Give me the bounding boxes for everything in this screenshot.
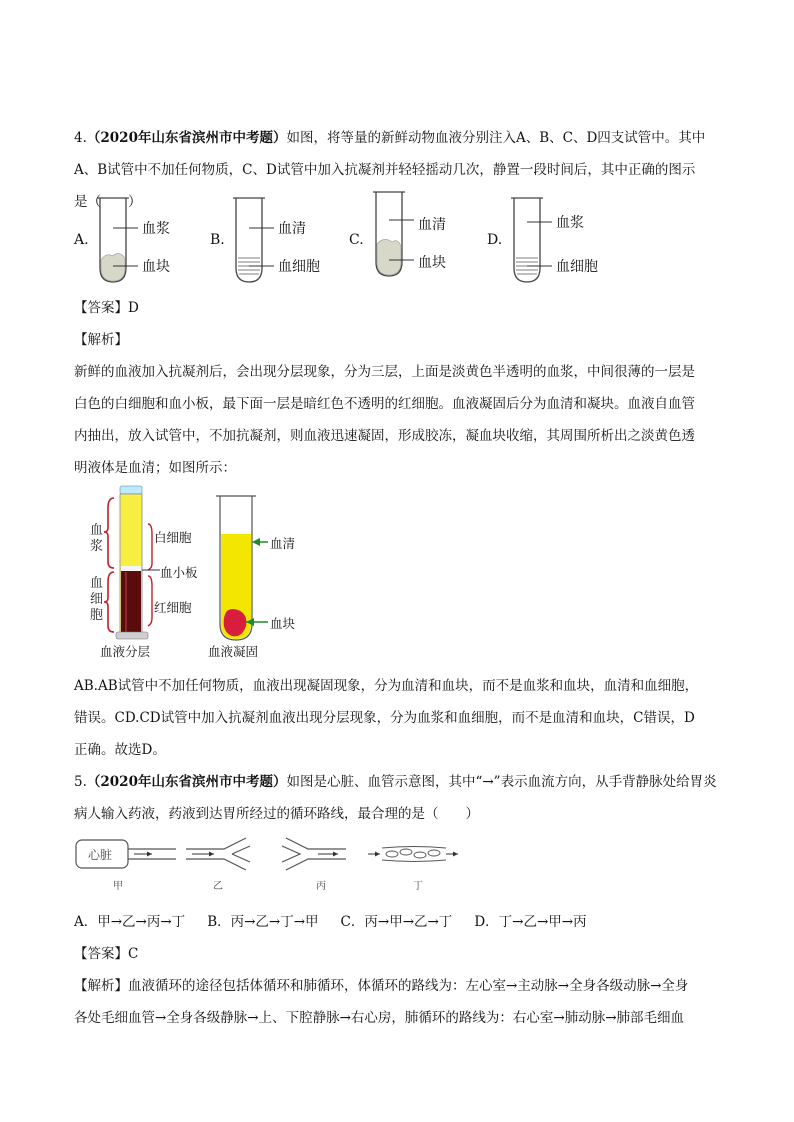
q5-option-c: C．丙→甲→乙→丁: [340, 914, 453, 930]
diagram-heart-label: 心脏: [88, 848, 113, 862]
q5-answer: 【答案】C: [74, 946, 139, 962]
q5-analysis-heading: 【解析】: [74, 978, 128, 994]
q4-analysis-3: 内抽出，放入试管中，不加抗凝剂，则血液迅速凝固，形成胶冻，凝血块收缩，其周围所析出之淡黄色透: [74, 428, 695, 444]
q4-stem-line-1: [74, 128, 724, 148]
q4-option-d-letter: D.: [487, 232, 503, 248]
q4-analysis-1: 新鲜的血液加入抗凝剂后，会出现分层现象，分为三层，上面是淡黄色半透明的血浆，中间很薄的一层是: [74, 364, 695, 380]
q4-number: 4.: [74, 130, 87, 146]
q4-option-c-top-label: 血清: [418, 217, 446, 233]
fig-side-char-2: 浆: [90, 539, 104, 554]
fig-left-side-label-plasma: [90, 523, 103, 555]
q5-number: 5.: [74, 774, 87, 790]
q5-source: （2020年山东省滨州市中考题）: [86, 774, 287, 790]
q5-options: [74, 912, 587, 932]
q5-option-a: A．甲→乙→丙→丁: [74, 914, 186, 930]
q4-option-a-bottom-label: 血块: [142, 259, 170, 275]
diagram-label-bing: 丙: [316, 881, 326, 892]
q4-explain-2: 错误。CD.CD试管中加入抗凝剂血液出现分层现象，分为血浆和血细胞，而不是血清和血块，C错误，D: [74, 710, 695, 726]
q4-tube-a: [94, 192, 184, 288]
q5-option-b: B．丙→乙→丁→甲: [207, 914, 319, 930]
diagram-label-ding: 丁: [413, 881, 423, 892]
fig-label-platelet: 血小板: [160, 565, 198, 580]
q4-option-b-letter: B.: [210, 232, 225, 248]
fig-left-side-label-cells: [90, 576, 103, 624]
diagram-label-jia: 甲: [113, 881, 123, 892]
q4-analysis-heading: 【解析】: [74, 332, 128, 348]
fig-side-char-1: 血: [90, 523, 104, 538]
q4-source: （2020年山东省滨州市中考题）: [86, 130, 287, 146]
q4-option-c-letter: C.: [349, 232, 364, 248]
q5-option-d: D．丁→乙→甲→丙: [474, 914, 587, 930]
fig-label-serum: 血清: [270, 536, 296, 551]
fig-caption-layering: 血液分层: [100, 644, 151, 659]
q4-answer: 【答案】D: [74, 300, 139, 316]
fig-label-white-cell: 白细胞: [154, 530, 192, 545]
q4-option-a-top-label: 血浆: [142, 221, 170, 237]
fig-caption-coagulation: 血液凝固: [208, 644, 259, 659]
fig-side-char-4: 细: [90, 592, 104, 607]
fig-side-char-5: 胞: [90, 608, 104, 623]
fig-side-char-3: 血: [90, 576, 104, 591]
q4-stem-1: 如图，将等量的新鲜动物血液分别注入A、B、C、D四支试管中。其中: [286, 130, 706, 146]
q5-stem-2: 病人输入药液，药液到达胃所经过的循环路线，最合理的是（ ）: [74, 806, 479, 822]
q4-analysis-4: 明液体是血清；如图所示：: [74, 460, 236, 476]
q4-option-c-bottom-label: 血块: [418, 255, 446, 271]
q4-tube-c: [370, 186, 460, 282]
q4-option-d-bottom-label: 血细胞: [556, 259, 598, 275]
q5-stem-1: 如图是心脏、血管示意图，其中“→”表示血流方向，从手背静脉处给胃炎: [286, 774, 717, 790]
fig-label-red-cell: 红细胞: [154, 600, 192, 615]
q4-analysis-2: 白色的白细胞和血小板，最下面一层是暗红色不透明的红细胞。血液凝固后分为血清和凝块。血液自血管: [74, 396, 695, 412]
q5-analysis-line-1: [74, 976, 724, 996]
q4-option-b-bottom-label: 血细胞: [278, 259, 320, 275]
fig-label-clot: 血块: [270, 616, 296, 631]
q4-stem-3: 是（ ）: [74, 194, 142, 210]
q4-explain-1: AB.AB试管中不加任何物质，血液出现凝固现象，分为血清和血块，而不是血浆和血块，血清和血细胞，: [74, 678, 699, 694]
q4-option-d-top-label: 血浆: [556, 215, 584, 231]
q5-analysis-2: 各处毛细血管→全身各级静脉→上、下腔静脉→右心房，肺循环的路线为：右心室→肺动脉→肺部毛细血: [74, 1010, 685, 1026]
diagram-label-yi: 乙: [213, 881, 223, 892]
q4-option-a-letter: A.: [74, 232, 89, 248]
heart-vessel-diagram: [74, 832, 494, 884]
q4-explain-3: 正确。故选D。: [74, 742, 166, 758]
q5-stem-line-1: [74, 772, 724, 792]
q4-option-b-top-label: 血清: [278, 221, 306, 237]
q4-stem-2: A、B试管中不加任何物质，C、D试管中加入抗凝剂并轻轻摇动几次，静置一段时间后，其中正确的图示: [74, 162, 696, 178]
q5-analysis-1: 血液循环的途径包括体循环和肺循环，体循环的路线为：左心室→主动脉→全身各级动脉→全身: [128, 978, 689, 994]
